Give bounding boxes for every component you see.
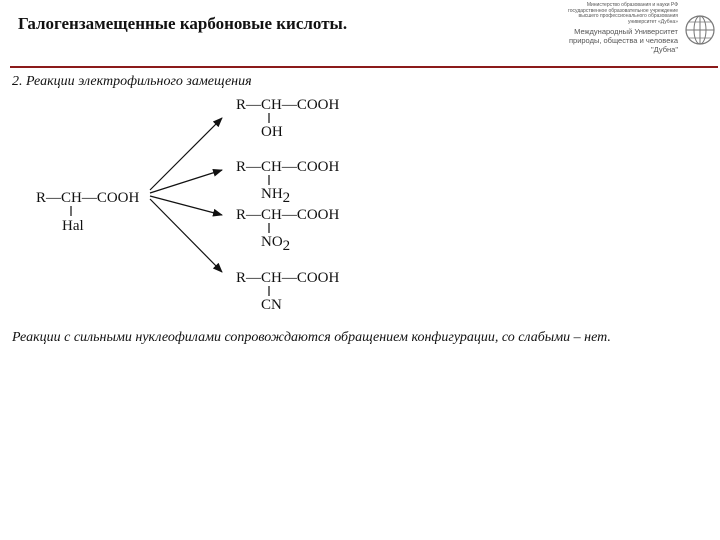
reaction-arrow <box>150 199 222 272</box>
product-hydroxy <box>236 97 340 140</box>
caption-text: Реакции с сильными нуклеофилами сопровождаются обращением конфигурации, со слабыми – нет. <box>12 330 611 345</box>
logo-small-line: университет «Дубна» <box>627 18 678 25</box>
product-substituent: OH <box>261 124 283 140</box>
section-subtitle: 2. Реакции электрофильного замещения <box>12 74 252 89</box>
logo-large-line: природы, общества и человека <box>568 36 678 45</box>
logo-large-line: Международный Университет <box>574 27 678 36</box>
logo-small-line: Министерство образования и науки РФ <box>586 2 678 8</box>
reactant-formula: R—CH—COOH <box>36 190 140 206</box>
product-formula: R—CH—COOH <box>236 159 340 175</box>
reaction-arrow <box>150 170 222 193</box>
logo-small-line: высшего профессионального образования <box>578 13 678 19</box>
product-formula: R—CH—COOH <box>236 207 340 223</box>
reactant-substituent: Hal <box>62 218 84 234</box>
logo-large-line: "Дубна" <box>650 45 678 54</box>
reaction-arrow <box>150 196 222 215</box>
product-cyano <box>236 270 340 313</box>
product-amino <box>236 159 340 206</box>
product-formula: R—CH—COOH <box>236 97 340 113</box>
product-formula: R—CH—COOH <box>236 270 340 286</box>
product-substituent: NO2 <box>261 234 291 254</box>
page-title: Галогензамещенные карбоновые кислоты. <box>18 14 348 33</box>
product-substituent: CN <box>261 297 282 313</box>
reaction-arrow <box>150 118 222 190</box>
reactant <box>36 190 140 234</box>
product-nitro <box>236 207 340 254</box>
logo-small-line: государственное образовательное учреждение <box>568 7 678 14</box>
product-substituent: NH2 <box>261 186 291 206</box>
